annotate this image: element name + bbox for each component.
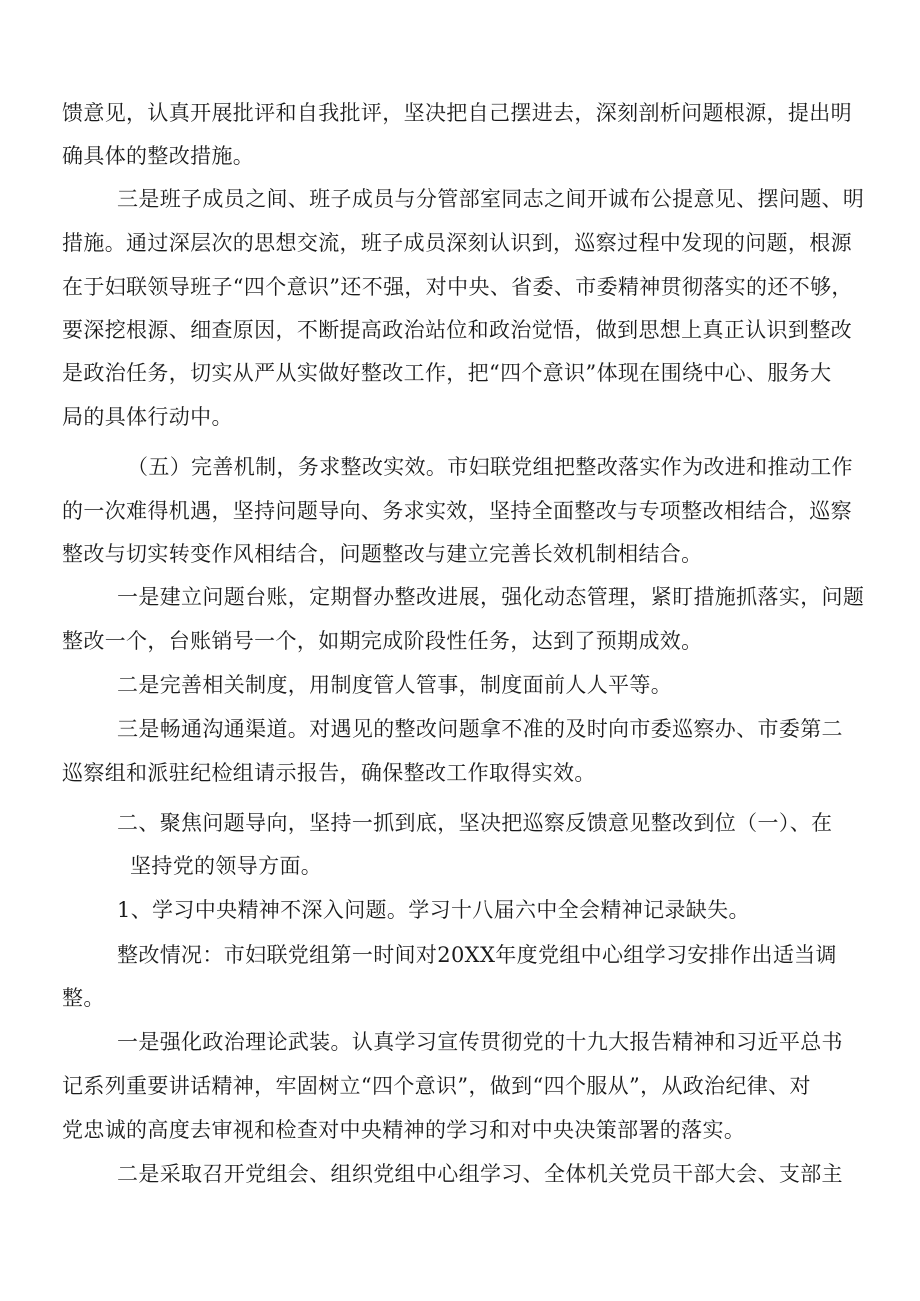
text-line: 党忠诚的高度去审视和检查对中央精神的学习和对中央决策部署的落实。: [62, 1118, 746, 1142]
section-heading-line: 二、聚焦问题导向，坚持一抓到底，坚决把巡察反馈意见整改到位（一）、在: [117, 811, 833, 835]
text-line: 记系列重要讲话精神，牢固树立“四个意识”，做到“四个服从”，从政治纪律、对: [62, 1074, 811, 1098]
section-heading-line: （五）完善机制，务求整改实效。市妇联党组把整改落实作为改进和推动工作: [127, 455, 853, 479]
text-line: 是政治任务，切实从严从实做好整改工作，把“四个意识”体现在围绕中心、服务大: [62, 361, 832, 385]
text-line: 措施。通过深层次的思想交流，班子成员深刻认识到，巡察过程中发现的问题，根源: [62, 231, 852, 255]
text-line: 整改与切实转变作风相结合，问题整改与建立完善长效机制相结合。: [62, 542, 703, 566]
text-line: 馈意见，认真开展批评和自我批评，坚决把自己摆进去，深刻剖析问题根源，提出明: [62, 101, 852, 125]
text-line: 的一次难得机遇，坚持问题导向、务求实效，坚持全面整改与专项整改相结合，巡察: [62, 499, 852, 523]
text-line: 要深挖根源、细查原因，不断提高政治站位和政治觉悟，做到思想上真正认识到整改: [62, 318, 852, 342]
text-line: 局的具体行动中。: [62, 405, 233, 429]
text-line: 在于妇联领导班子“四个意识”还不强，对中央、省委、市委精神贯彻落实的还不够，: [62, 275, 853, 299]
text-line: 整。: [62, 986, 105, 1010]
text-line: 整改一个，台账销号一个，如期完成阶段性任务，达到了预期成效。: [62, 629, 703, 653]
paragraph-first-line: 三是畅通沟通渠道。对遇见的整改问题拿不准的及时向市委巡察办、市委第二: [117, 717, 843, 741]
paragraph-first-line: 一是建立问题台账，定期督办整改进展，强化动态管理，紧盯措施抓落实，问题: [117, 585, 865, 609]
paragraph-first-line: 整改情况：市妇联党组第一时间对20XX年度党组中心组学习安排作出适当调: [117, 943, 837, 967]
text-line: 巡察组和派驻纪检组请示报告，确保整改工作取得实效。: [62, 761, 596, 785]
paragraph-first-line: 1、学习中央精神不深入问题。学习十八届六中全会精神记录缺失。: [117, 898, 750, 922]
paragraph-first-line: 三是班子成员之间、班子成员与分管部室同志之间开诚布公提意见、摆问题、明: [117, 187, 865, 211]
paragraph-first-line: 二是完善相关制度，用制度管人管事，制度面前人人平等。: [117, 673, 673, 697]
section-heading-line: 坚持党的领导方面。: [130, 854, 323, 878]
paragraph-first-line: 二是采取召开党组会、组织党组中心组学习、全体机关党员干部大会、支部主: [117, 1162, 843, 1186]
text-line: 确具体的整改措施。: [62, 144, 255, 168]
paragraph-first-line: 一是强化政治理论武装。认真学习宣传贯彻党的十九大报告精神和习近平总书: [117, 1030, 843, 1054]
